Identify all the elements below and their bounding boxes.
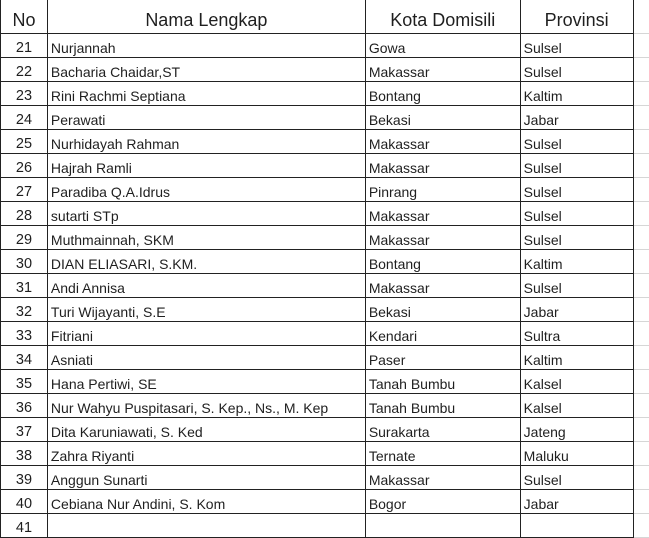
header-kota-domisili[interactable]: Kota Domisili (365, 0, 520, 34)
cell-kota-domisili[interactable]: Makassar (365, 226, 520, 250)
table-row (1, 250, 649, 274)
cell-nama-lengkap[interactable]: Bacharia Chaidar,ST (47, 58, 365, 82)
cell-no[interactable]: 22 (1, 58, 48, 82)
cell-kota-domisili[interactable]: Bontang (365, 82, 520, 106)
cell-nama-lengkap[interactable]: Paradiba Q.A.Idrus (47, 178, 365, 202)
cell-provinsi[interactable]: Jabar (520, 490, 633, 514)
empty-cell[interactable] (633, 370, 649, 394)
empty-cell[interactable] (633, 490, 649, 514)
cell-provinsi[interactable]: Kalsel (520, 394, 633, 418)
cell-no[interactable]: 32 (1, 298, 48, 322)
cell-nama-lengkap[interactable]: Turi Wijayanti, S.E (47, 298, 365, 322)
cell-kota-domisili[interactable]: Bekasi (365, 298, 520, 322)
cell-nama-lengkap[interactable]: Andi Annisa (47, 274, 365, 298)
cell-kota-domisili[interactable]: Gowa (365, 34, 520, 58)
cell-kota-domisili[interactable]: Tanah Bumbu (365, 370, 520, 394)
cell-kota-domisili[interactable]: Bekasi (365, 106, 520, 130)
cell-no[interactable]: 25 (1, 130, 48, 154)
table-row (1, 466, 649, 490)
cell-nama-lengkap[interactable]: Nurhidayah Rahman (47, 130, 365, 154)
table-row (1, 298, 649, 322)
cell-provinsi[interactable]: Maluku (520, 442, 633, 466)
empty-cell[interactable] (633, 178, 649, 202)
cell-no[interactable]: 23 (1, 82, 48, 106)
cell-nama-lengkap[interactable]: Dita Karuniawati, S. Ked (47, 418, 365, 442)
cell-provinsi[interactable]: Sulsel (520, 130, 633, 154)
cell-no[interactable]: 34 (1, 346, 48, 370)
cell-no[interactable]: 28 (1, 202, 48, 226)
cell-no[interactable]: 37 (1, 418, 48, 442)
table-row (1, 490, 649, 514)
cell-provinsi[interactable]: Kalsel (520, 370, 633, 394)
empty-cell[interactable] (633, 298, 649, 322)
cell-provinsi[interactable]: Sulsel (520, 178, 633, 202)
cell-provinsi[interactable]: Sultra (520, 322, 633, 346)
empty-cell[interactable] (633, 394, 649, 418)
cell-nama-lengkap[interactable]: Nurjannah (47, 34, 365, 58)
table-row (1, 154, 649, 178)
table-row (1, 346, 649, 370)
cell-no[interactable]: 40 (1, 490, 48, 514)
cell-nama-lengkap[interactable]: Rini Rachmi Septiana (47, 82, 365, 106)
empty-cell[interactable] (633, 322, 649, 346)
empty-cell[interactable] (633, 106, 649, 130)
table-row (1, 130, 649, 154)
cell-no[interactable]: 38 (1, 442, 48, 466)
empty-cell[interactable] (633, 346, 649, 370)
cell-no[interactable]: 24 (1, 106, 48, 130)
cell-kota-domisili[interactable] (365, 514, 520, 538)
empty-cell[interactable] (633, 250, 649, 274)
empty-cell[interactable] (633, 154, 649, 178)
cell-provinsi[interactable]: Sulsel (520, 226, 633, 250)
empty-cell[interactable] (633, 514, 649, 538)
table-row (1, 178, 649, 202)
cell-no[interactable]: 26 (1, 154, 48, 178)
cell-kota-domisili[interactable]: Makassar (365, 274, 520, 298)
cell-provinsi[interactable]: Jabar (520, 298, 633, 322)
table-row (1, 34, 649, 58)
cell-no[interactable]: 31 (1, 274, 48, 298)
cell-nama-lengkap[interactable]: Hana Pertiwi, SE (47, 370, 365, 394)
header-no[interactable]: No (1, 0, 48, 34)
empty-cell[interactable] (633, 0, 649, 34)
cell-nama-lengkap[interactable] (47, 514, 365, 538)
table-row (1, 202, 649, 226)
empty-cell[interactable] (633, 82, 649, 106)
cell-nama-lengkap[interactable]: Cebiana Nur Andini, S. Kom (47, 490, 365, 514)
cell-kota-domisili[interactable]: Bogor (365, 490, 520, 514)
table-row (1, 514, 649, 538)
cell-provinsi[interactable]: Sulsel (520, 274, 633, 298)
cell-no[interactable]: 39 (1, 466, 48, 490)
cell-kota-domisili[interactable]: Kendari (365, 322, 520, 346)
cell-no[interactable]: 30 (1, 250, 48, 274)
header-provinsi[interactable]: Provinsi (520, 0, 633, 34)
cell-nama-lengkap[interactable]: Nur Wahyu Puspitasari, S. Kep., Ns., M. Kep (47, 394, 365, 418)
cell-provinsi[interactable]: Sulsel (520, 466, 633, 490)
cell-provinsi[interactable] (520, 514, 633, 538)
table-row (1, 442, 649, 466)
cell-nama-lengkap[interactable]: Fitriani (47, 322, 365, 346)
cell-kota-domisili[interactable]: Bontang (365, 250, 520, 274)
cell-kota-domisili[interactable]: Makassar (365, 466, 520, 490)
cell-kota-domisili[interactable]: Makassar (365, 130, 520, 154)
cell-nama-lengkap[interactable]: Asniati (47, 346, 365, 370)
cell-kota-domisili[interactable]: Makassar (365, 154, 520, 178)
cell-provinsi[interactable]: Sulsel (520, 202, 633, 226)
cell-no[interactable]: 41 (1, 514, 48, 538)
cell-no[interactable]: 33 (1, 322, 48, 346)
table-row (1, 370, 649, 394)
cell-provinsi[interactable]: Sulsel (520, 58, 633, 82)
cell-provinsi[interactable]: Sulsel (520, 34, 633, 58)
empty-cell[interactable] (633, 442, 649, 466)
empty-cell[interactable] (633, 130, 649, 154)
cell-kota-domisili[interactable]: Tanah Bumbu (365, 394, 520, 418)
table-row (1, 58, 649, 82)
table-body (1, 34, 649, 538)
cell-kota-domisili[interactable]: Makassar (365, 202, 520, 226)
cell-no[interactable]: 21 (1, 34, 48, 58)
cell-no[interactable]: 35 (1, 370, 48, 394)
empty-cell[interactable] (633, 34, 649, 58)
empty-cell[interactable] (633, 466, 649, 490)
table-row (1, 82, 649, 106)
cell-kota-domisili[interactable]: Ternate (365, 442, 520, 466)
empty-cell[interactable] (633, 418, 649, 442)
cell-no[interactable]: 36 (1, 394, 48, 418)
table-row (1, 418, 649, 442)
header-nama-lengkap[interactable]: Nama Lengkap (47, 0, 365, 34)
table-row (1, 226, 649, 250)
table-row (1, 274, 649, 298)
cell-kota-domisili[interactable]: Paser (365, 346, 520, 370)
cell-nama-lengkap[interactable]: sutarti STp (47, 202, 365, 226)
cell-nama-lengkap[interactable]: Muthmainnah, SKM (47, 226, 365, 250)
empty-cell[interactable] (633, 58, 649, 82)
cell-provinsi[interactable]: Sulsel (520, 154, 633, 178)
cell-kota-domisili[interactable]: Makassar (365, 58, 520, 82)
cell-nama-lengkap[interactable]: Anggun Sunarti (47, 466, 365, 490)
cell-no[interactable]: 29 (1, 226, 48, 250)
cell-provinsi[interactable]: Kaltim (520, 346, 633, 370)
cell-provinsi[interactable]: Kaltim (520, 250, 633, 274)
cell-nama-lengkap[interactable]: Perawati (47, 106, 365, 130)
cell-nama-lengkap[interactable]: Zahra Riyanti (47, 442, 365, 466)
table-row (1, 106, 649, 130)
cell-nama-lengkap[interactable]: Hajrah Ramli (47, 154, 365, 178)
empty-cell[interactable] (633, 202, 649, 226)
cell-nama-lengkap[interactable]: DIAN ELIASARI, S.KM. (47, 250, 365, 274)
header-row (1, 0, 649, 34)
cell-provinsi[interactable]: Jabar (520, 106, 633, 130)
table-row (1, 322, 649, 346)
cell-provinsi[interactable]: Kaltim (520, 82, 633, 106)
cell-kota-domisili[interactable]: Surakarta (365, 418, 520, 442)
table-row (1, 394, 649, 418)
cell-no[interactable]: 27 (1, 178, 48, 202)
empty-cell[interactable] (633, 226, 649, 250)
empty-cell[interactable] (633, 274, 649, 298)
cell-provinsi[interactable]: Jateng (520, 418, 633, 442)
cell-kota-domisili[interactable]: Pinrang (365, 178, 520, 202)
